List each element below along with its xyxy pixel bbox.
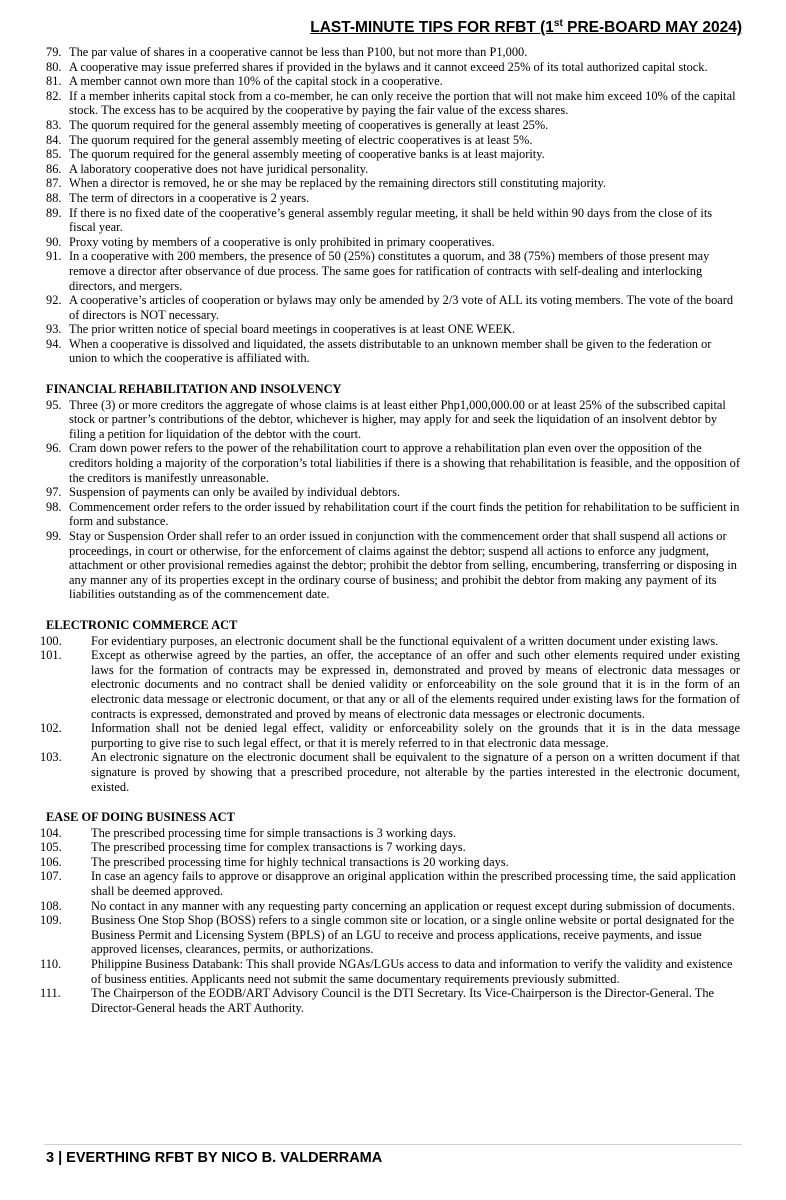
list-item xyxy=(46,529,740,602)
item-number: 105. xyxy=(40,840,62,855)
item-number: 82. xyxy=(46,88,62,103)
list-item xyxy=(40,750,740,794)
item-number: 90. xyxy=(46,234,62,249)
item-text: If there is no fixed date of the cooperative’s general assembly regular meeting, it shall be held within 90 days from the close of its fiscal year. xyxy=(69,205,713,235)
item-text: An electronic signature on the electronic document shall be equivalent to the signature of a person on a written document if that signature is proved by showing that a prescribed procedure, not alterable by the parties interested in the electronic document, existed. xyxy=(91,750,740,794)
item-text: When a director is removed, he or she may be replaced by the remaining directors still constituting majority. xyxy=(69,176,606,191)
item-number: 111. xyxy=(40,986,61,1001)
item-number: 99. xyxy=(46,529,62,543)
financial-list xyxy=(46,398,740,602)
item-text: The quorum required for the general assembly meeting of cooperatives is generally at least 25%. xyxy=(69,117,549,132)
item-number: 98. xyxy=(46,499,62,514)
list-item xyxy=(40,633,740,649)
item-number: 84. xyxy=(46,132,62,147)
list-item xyxy=(40,825,740,841)
item-text: In a cooperative with 200 members, the presence of 50 (25%) constitutes a quorum, and 38 (75%) members of those present may remove a director after observance of due process. The same goes for ratification of contracts with self-dealing and interlocking directors, and mergers. xyxy=(69,249,710,293)
item-text: The quorum required for the general assembly meeting of cooperative banks is at least majority. xyxy=(69,147,545,162)
list-item xyxy=(40,840,740,855)
item-number: 93. xyxy=(46,322,62,337)
page-header xyxy=(310,18,742,37)
list-item xyxy=(46,133,740,148)
item-number: 81. xyxy=(46,74,62,89)
list-item xyxy=(46,500,740,529)
list-item xyxy=(40,898,740,914)
item-number: 89. xyxy=(46,205,62,220)
section-title-ecommerce: ELECTRONIC COMMERCE ACT xyxy=(46,617,238,632)
list-item xyxy=(46,162,740,177)
item-number: 104. xyxy=(40,825,62,840)
item-text: The prior written notice of special board meetings in cooperatives is at least ONE WEEK. xyxy=(69,322,516,337)
item-text: Except as otherwise agreed by the parties, an offer, the acceptance of an offer and such other elements required under existing laws for the formation of contracts may be expressed in, demonstrated and proved by means of electronic data messages or electronic documents and no contract shall be denied validity or enforceability on the sole ground that it is in the form of an electronic data message or electronic document, or that any or all of the elements required under existing laws for the formation of contracts is expressed, demonstrated and proved by means of electronic data messages or electronic documents. xyxy=(91,648,740,721)
item-text: Cram down power refers to the power of the rehabilitation court to approve a rehabilitation plan even over the opposition of the creditors holding a majority of the corporation’s total liabilities if there is a showing that rehabilitation is feasible, and the opposition of the creditors is manifestly unreasonable. xyxy=(69,441,741,485)
item-number: 108. xyxy=(40,898,62,913)
item-text: A member cannot own more than 10% of the capital stock in a cooperative. xyxy=(69,74,443,89)
item-text: The par value of shares in a cooperative cannot be less than P100, but not more than P1,000. xyxy=(69,45,528,59)
item-number: 107. xyxy=(40,869,62,884)
list-item xyxy=(46,118,740,133)
item-number: 80. xyxy=(46,59,62,74)
list-item xyxy=(46,293,740,322)
list-item xyxy=(46,60,740,75)
item-text: The term of directors in a cooperative is 2 years. xyxy=(69,190,310,205)
item-text: Philippine Business Databank: This shall provide NGAs/LGUs access to data and information to verify the validity and existence of business entities. Applicants need not submit the same documentary requirements previously submitted. xyxy=(91,957,733,986)
list-item xyxy=(46,206,740,235)
item-text: The prescribed processing time for complex transactions is 7 working days. xyxy=(91,840,466,855)
list-item xyxy=(46,485,740,500)
list-item xyxy=(46,176,740,191)
item-number: 102. xyxy=(40,721,62,736)
cooperative-list xyxy=(46,45,740,366)
item-text: Business One Stop Shop (BOSS) refers to a single common site or location, or a single online website or portal designated for the Business Permit and Licensing System (BPLS) of an LGU to receive and process applications, receive payments, and issue approved licenses, clearances, permits, or authorizations. xyxy=(91,913,735,957)
ease-list xyxy=(40,825,740,1016)
item-text: Stay or Suspension Order shall refer to an order issued in conjunction with the commencement order that shall suspend all actions or proceedings, in court or otherwise, for the enforcement of claims against the debtor; suspend all actions to enforce any judgment, attachment or other provisional remedies against the debtor; prohibit the debtor from selling, encumbering, transferring or disposing in any manner any of its properties except in the ordinary course of business; and prohibit the debtor from making any payment of its liabilities outstanding as of the commencement date. xyxy=(69,529,737,602)
item-number: 110. xyxy=(40,957,62,972)
section-title-ease: EASE OF DOING BUSINESS ACT xyxy=(46,810,235,825)
item-text: In case an agency fails to approve or disapprove an original application within the prescribed processing time, the said application shall be deemed approved. xyxy=(91,869,736,899)
header-title-part1: LAST-MINUTE TIPS FOR RFBT (1 xyxy=(310,19,554,37)
item-text: A cooperative may issue preferred shares if provided in the bylaws and it cannot exceed 25% of its total authorized capital stock. xyxy=(69,59,708,74)
item-number: 101. xyxy=(40,648,62,663)
item-number: 91. xyxy=(46,249,62,264)
ecommerce-list xyxy=(40,633,740,795)
item-text: No contact in any manner with any requesting party concerning an application or request except during submission of documents. xyxy=(91,898,735,913)
item-text: The prescribed processing time for simple transactions is 3 working days. xyxy=(91,825,457,840)
list-item xyxy=(46,191,740,206)
list-item xyxy=(46,398,740,442)
section-title-financial: FINANCIAL REHABILITATION AND INSOLVENCY xyxy=(46,382,342,397)
list-item xyxy=(46,89,740,118)
item-number: 87. xyxy=(46,176,62,191)
list-item xyxy=(40,986,740,1015)
page-content xyxy=(40,45,741,1015)
item-number: 103. xyxy=(40,750,62,765)
item-number: 86. xyxy=(46,161,62,176)
item-text: A laboratory cooperative does not have juridical personality. xyxy=(69,161,369,176)
header-title-part2: PRE-BOARD MAY 2024) xyxy=(562,19,742,37)
list-item xyxy=(46,45,740,60)
item-number: 92. xyxy=(46,293,62,308)
list-item xyxy=(46,235,740,250)
item-text: The Chairperson of the EODB/ART Advisory Council is the DTI Secretary. Its Vice-Chairperson is the Director-General. The Director-General heads the ART Authority. xyxy=(91,986,715,1015)
list-item xyxy=(40,869,740,899)
item-number: 100. xyxy=(40,633,62,648)
header-title-superscript: st xyxy=(553,18,563,29)
list-item xyxy=(46,249,740,293)
item-text: Commencement order refers to the order issued by rehabilitation court if the court finds the petition for rehabilitation to be sufficient in form and substance. xyxy=(69,499,740,529)
item-number: 79. xyxy=(46,45,62,59)
item-number: 95. xyxy=(46,397,62,412)
item-number: 96. xyxy=(46,441,62,456)
item-text: For evidentiary purposes, an electronic document shall be the functional equivalent of a written document under existing laws. xyxy=(91,633,719,648)
list-item xyxy=(40,721,740,750)
item-text: Information shall not be denied legal effect, validity or enforceability solely on the grounds that it is in the data message purporting to give rise to such legal effect, or that it is merely referred to in that electronic data message. xyxy=(91,721,740,750)
item-text: The prescribed processing time for highly technical transactions is 20 working days. xyxy=(91,854,509,869)
item-text: The quorum required for the general assembly meeting of electric cooperatives is at least 5%. xyxy=(69,132,533,147)
list-item xyxy=(46,74,740,89)
page-footer: 3 | EVERTHING RFBT BY NICO B. VALDERRAMA xyxy=(46,1150,383,1166)
list-item xyxy=(40,913,740,957)
item-text: Three (3) or more creditors the aggregate of whose claims is at least either Php1,000,000.00 or at least 25% of the subscribed capital stock or partner’s contributions of the debtor, whichever is higher, may apply for and seek the liquidation of an insolvent debtor by filing a petition for liquidation of the debtor with the court. xyxy=(69,397,726,441)
item-text: Suspension of payments can only be availed by individual debtors. xyxy=(69,485,401,500)
list-item xyxy=(40,957,740,986)
item-number: 97. xyxy=(46,485,62,500)
item-text: Proxy voting by members of a cooperative is only prohibited in primary cooperatives. xyxy=(69,234,495,249)
footer-divider xyxy=(44,1144,742,1145)
item-number: 85. xyxy=(46,147,62,162)
item-text: If a member inherits capital stock from a co-member, he can only receive the portion that will not make him exceed 10% of the capital stock. The excess has to be acquired by the cooperative by paying the fair value of the excess shares. xyxy=(69,88,736,118)
list-item xyxy=(40,648,740,721)
item-number: 94. xyxy=(46,336,62,351)
item-number: 106. xyxy=(40,854,62,869)
list-item xyxy=(46,322,740,337)
item-number: 88. xyxy=(46,190,62,205)
item-text: When a cooperative is dissolved and liquidated, the assets distributable to an unknown member shall be given to the federation or union to which the cooperative is affiliated with. xyxy=(69,336,712,366)
list-item xyxy=(40,854,740,870)
item-text: A cooperative’s articles of cooperation or bylaws may only be amended by 2/3 vote of ALL its voting members. The vote of the board of directors is NOT necessary. xyxy=(69,293,734,322)
item-number: 83. xyxy=(46,117,62,132)
list-item xyxy=(46,337,740,366)
item-number: 109. xyxy=(40,913,62,928)
list-item xyxy=(46,441,740,485)
list-item xyxy=(46,147,740,162)
